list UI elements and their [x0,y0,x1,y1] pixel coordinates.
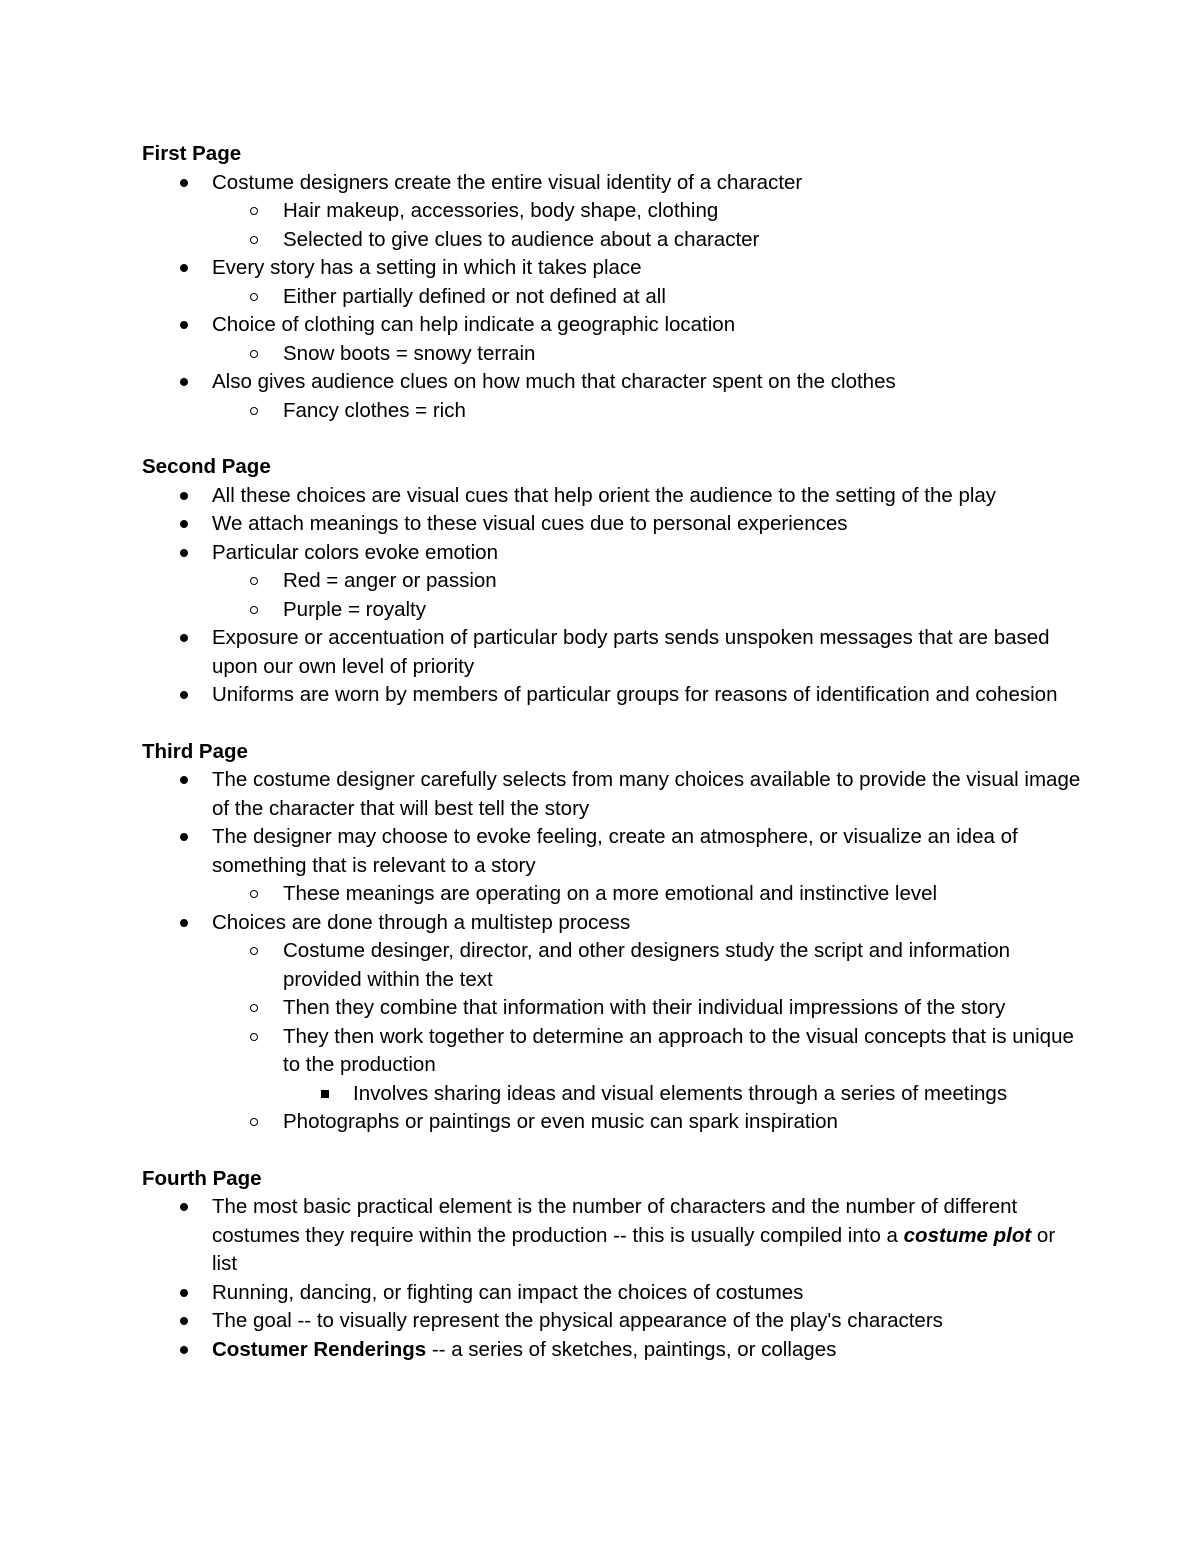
list-item: Costume designers create the entire visual identity of a character [142,169,1082,198]
list-item: They then work together to determine an approach to the visual concepts that is unique to the production [142,1023,1082,1080]
section-third-page [142,738,1082,1137]
list-item: Costume desinger, director, and other designers study the script and information provided within the text [142,937,1082,994]
list-item: We attach meanings to these visual cues due to personal experiences [142,510,1082,539]
filled-bullet-icon [174,823,194,852]
hollow-bullet-icon [244,880,264,909]
section-heading: First Page [142,142,242,165]
list-item: The goal -- to visually represent the physical appearance of the play's characters [142,1307,1082,1336]
list-item: Hair makeup, accessories, body shape, clothing [142,197,1082,226]
hollow-bullet-icon [244,994,264,1023]
hollow-bullet-icon [244,340,264,369]
list-item: Running, dancing, or fighting can impact the choices of costumes [142,1279,1082,1308]
section-fourth-page [142,1165,1082,1365]
square-bullet-icon [315,1080,335,1109]
hollow-bullet-icon [244,197,264,226]
section-heading: Third Page [142,739,248,763]
list-item: Either partially defined or not defined at all [142,283,1082,312]
bullet-list [142,482,1082,710]
list-item: The designer may choose to evoke feeling, create an atmosphere, or visualize an idea of something that is relevant to a story [142,823,1082,880]
filled-bullet-icon [174,624,194,653]
hollow-bullet-icon [244,567,264,596]
costumer-renderings-term: Costumer Renderings [212,1337,427,1361]
list-item: Then they combine that information with their individual impressions of the story [142,994,1082,1023]
hollow-bullet-icon [244,1108,264,1137]
costume-plot-term: costume plot [903,1223,1032,1247]
filled-bullet-icon [174,368,194,397]
list-item: Red = anger or passion [142,567,1082,596]
section-heading: Fourth Page [142,1166,262,1190]
list-item: The costume designer carefully selects from many choices available to provide the visual image of the character that will best tell the story [142,766,1082,823]
hollow-bullet-icon [244,596,264,625]
filled-bullet-icon [174,681,194,710]
list-item: Choices are done through a multistep process [142,909,1082,938]
list-item: Uniforms are worn by members of particular groups for reasons of identification and cohesion [142,681,1082,710]
list-item: Snow boots = snowy terrain [142,340,1082,369]
filled-bullet-icon [174,169,194,198]
hollow-bullet-icon [244,1023,264,1052]
filled-bullet-icon [174,510,194,539]
list-item: These meanings are operating on a more emotional and instinctive level [142,880,1082,909]
list-item: Every story has a setting in which it takes place [142,254,1082,283]
filled-bullet-icon [174,1279,194,1308]
hollow-bullet-icon [244,397,264,426]
list-item: Fancy clothes = rich [142,397,1082,426]
section-second-page [142,453,1082,710]
list-item: Exposure or accentuation of particular body parts sends unspoken messages that are based upon our own level of priority [142,624,1082,681]
filled-bullet-icon [174,1193,194,1222]
hollow-bullet-icon [244,937,264,966]
list-item: Selected to give clues to audience about a character [142,226,1082,255]
hollow-bullet-icon [244,226,264,255]
filled-bullet-icon [174,909,194,938]
filled-bullet-icon [174,539,194,568]
list-item: Photographs or paintings or even music can spark inspiration [142,1108,1082,1137]
list-item: Costumer Renderings -- a series of sketches, paintings, or collages [142,1336,1082,1365]
list-item: Choice of clothing can help indicate a geographic location [142,311,1082,340]
bullet-list [142,1193,1082,1364]
section-heading: Second Page [142,455,271,478]
section-first-page [142,140,1082,425]
hollow-bullet-icon [244,283,264,312]
list-item: All these choices are visual cues that help orient the audience to the setting of the play [142,482,1082,511]
list-item: Particular colors evoke emotion [142,539,1082,568]
filled-bullet-icon [174,254,194,283]
bullet-list [142,766,1082,1137]
filled-bullet-icon [174,311,194,340]
list-item: Involves sharing ideas and visual elements through a series of meetings [142,1080,1082,1109]
filled-bullet-icon [174,1307,194,1336]
list-item: Purple = royalty [142,596,1082,625]
filled-bullet-icon [174,482,194,511]
list-item: Also gives audience clues on how much that character spent on the clothes [142,368,1082,397]
filled-bullet-icon [174,1336,194,1365]
list-item: The most basic practical element is the number of characters and the number of different costumes they require within the production -- this is usually compiled into a costume plot or list [142,1193,1082,1279]
bullet-list [142,169,1082,426]
document-body [142,140,1082,1392]
filled-bullet-icon [174,766,194,795]
